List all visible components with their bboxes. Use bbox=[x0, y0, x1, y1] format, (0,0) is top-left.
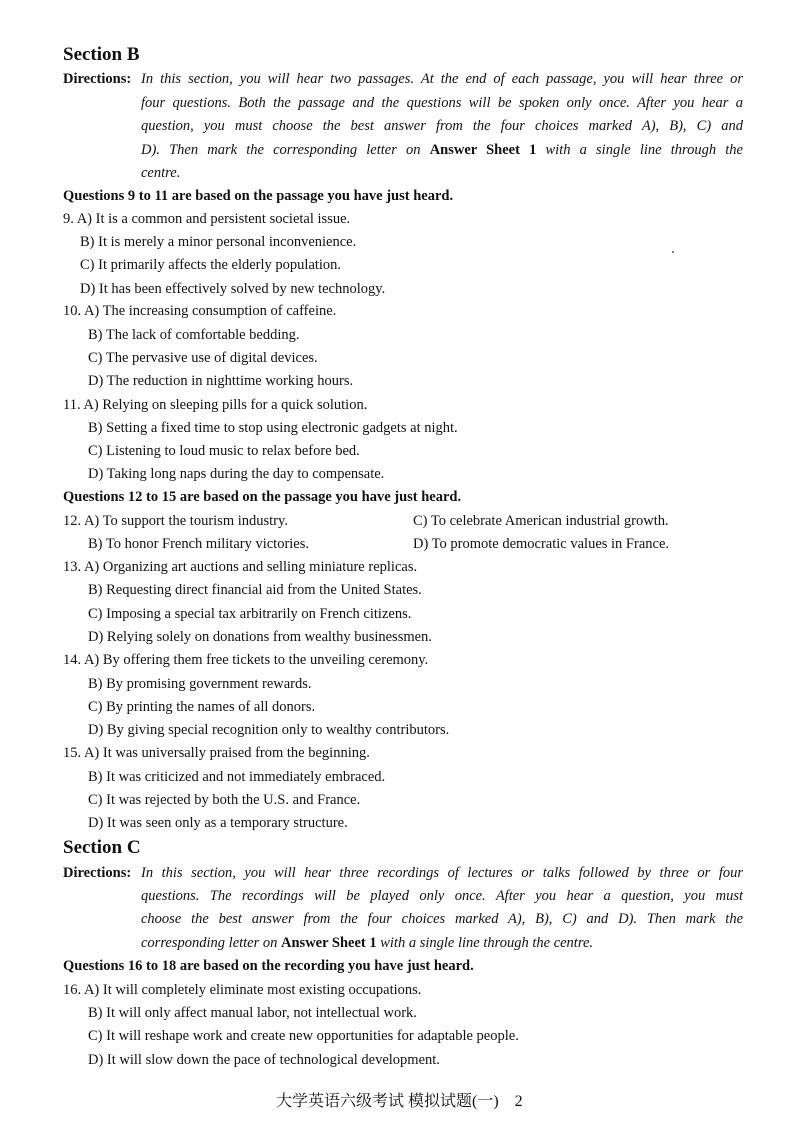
q11-option-a: 11. A) Relying on sleeping pills for a quick solution. bbox=[63, 397, 368, 413]
q13-option-d: D) Relying solely on donations from wealthy businessmen. bbox=[88, 629, 432, 645]
section-c-directions-label: Directions: bbox=[63, 865, 132, 881]
section-c-title: Section C bbox=[63, 837, 141, 858]
section-b-directions-line-3: question, you must choose the best answer from the four choices marked A), B), C) and bbox=[141, 118, 743, 134]
q15-option-a: 15. A) It was universally praised from the beginning. bbox=[63, 745, 370, 761]
section-c-directions-line-4a: corresponding letter on bbox=[141, 935, 282, 951]
q13-option-b: B) Requesting direct financial aid from the United States. bbox=[88, 582, 422, 598]
questions-16-18-header: Questions 16 to 18 are based on the recording you have just heard. bbox=[63, 958, 474, 974]
q14-option-d: D) By giving special recognition only to wealthy contributors. bbox=[88, 722, 450, 738]
q16-option-b: B) It will only affect manual labor, not intellectual work. bbox=[88, 1005, 417, 1021]
q16-option-a: 16. A) It will completely eliminate most existing occupations. bbox=[63, 982, 422, 998]
questions-12-15-header: Questions 12 to 15 are based on the passage you have just heard. bbox=[63, 489, 462, 505]
section-b-directions-label: Directions: bbox=[63, 71, 132, 87]
section-b-title: Section B bbox=[63, 44, 140, 65]
q16-option-c: C) It will reshape work and create new opportunities for adaptable people. bbox=[88, 1028, 519, 1044]
section-c-directions-line-3: choose the best answer from the four choices marked A), B), C) and D). Then mark the bbox=[141, 911, 743, 927]
q14-option-c: C) By printing the names of all donors. bbox=[88, 699, 316, 715]
q13-option-c: C) Imposing a special tax arbitrarily on French citizens. bbox=[88, 606, 412, 622]
q9-option-c: C) It primarily affects the elderly population. bbox=[80, 257, 342, 273]
q11-option-c: C) Listening to loud music to relax before bed. bbox=[88, 443, 360, 459]
q15-option-c: C) It was rejected by both the U.S. and France. bbox=[88, 792, 361, 808]
q14-option-a: 14. A) By offering them free tickets to the unveiling ceremony. bbox=[63, 652, 429, 668]
q9-option-d: D) It has been effectively solved by new technology. bbox=[80, 281, 386, 297]
q10-option-c: C) The pervasive use of digital devices. bbox=[88, 350, 318, 366]
section-c-directions-line-4b: with a single line through the centre. bbox=[376, 935, 594, 951]
section-c-directions-line-1: In this section, you will hear three recordings of lectures or talks followed by three or four bbox=[141, 865, 743, 881]
section-b-directions-line-5: centre. bbox=[141, 165, 181, 181]
q10-option-d: D) The reduction in nighttime working hours. bbox=[88, 373, 354, 389]
q13-option-a: 13. A) Organizing art auctions and selling miniature replicas. bbox=[63, 559, 418, 575]
section-c-directions-line-4 bbox=[141, 935, 593, 952]
answer-sheet-label-c: Answer Sheet 1 bbox=[281, 935, 377, 951]
q12-option-c: C) To celebrate American industrial growth. bbox=[413, 513, 669, 529]
q10-option-b: B) The lack of comfortable bedding. bbox=[88, 327, 300, 343]
section-b-directions-line-4a: D). Then mark the corresponding letter on bbox=[141, 142, 430, 158]
section-b-directions-line-4b: with a single line through the bbox=[536, 142, 743, 158]
questions-9-11-header: Questions 9 to 11 are based on the passage you have just heard. bbox=[63, 188, 454, 204]
q12-option-b: B) To honor French military victories. bbox=[88, 536, 310, 552]
q16-option-d: D) It will slow down the pace of technological development. bbox=[88, 1052, 440, 1068]
section-b-directions-line-1: In this section, you will hear two passages. At the end of each passage, you will hear three or bbox=[141, 71, 743, 87]
page-footer: 大学英语六级考试 模拟试题(一) 2 bbox=[276, 1093, 523, 1110]
q9-option-b: B) It is merely a minor personal inconvenience. bbox=[80, 234, 357, 250]
q12-option-d: D) To promote democratic values in France. bbox=[413, 536, 670, 552]
q11-option-d: D) Taking long naps during the day to compensate. bbox=[88, 466, 385, 482]
answer-sheet-label: Answer Sheet 1 bbox=[429, 142, 537, 158]
section-b-directions-line-2: four questions. Both the passage and the questions will be spoken only once. After you hear a bbox=[141, 95, 743, 111]
q9-option-a: 9. A) It is a common and persistent societal issue. bbox=[63, 211, 351, 227]
scan-speck bbox=[672, 251, 674, 253]
section-c-directions-line-2: questions. The recordings will be played only once. After you hear a question, you must bbox=[141, 888, 743, 904]
q11-option-b: B) Setting a fixed time to stop using electronic gadgets at night. bbox=[88, 420, 458, 436]
q12-option-a: 12. A) To support the tourism industry. bbox=[63, 513, 288, 529]
q10-option-a: 10. A) The increasing consumption of caffeine. bbox=[63, 303, 337, 319]
q14-option-b: B) By promising government rewards. bbox=[88, 676, 312, 692]
q15-option-b: B) It was criticized and not immediately embraced. bbox=[88, 769, 386, 785]
section-b-directions-line-4 bbox=[141, 142, 743, 159]
q15-option-d: D) It was seen only as a temporary structure. bbox=[88, 815, 348, 831]
